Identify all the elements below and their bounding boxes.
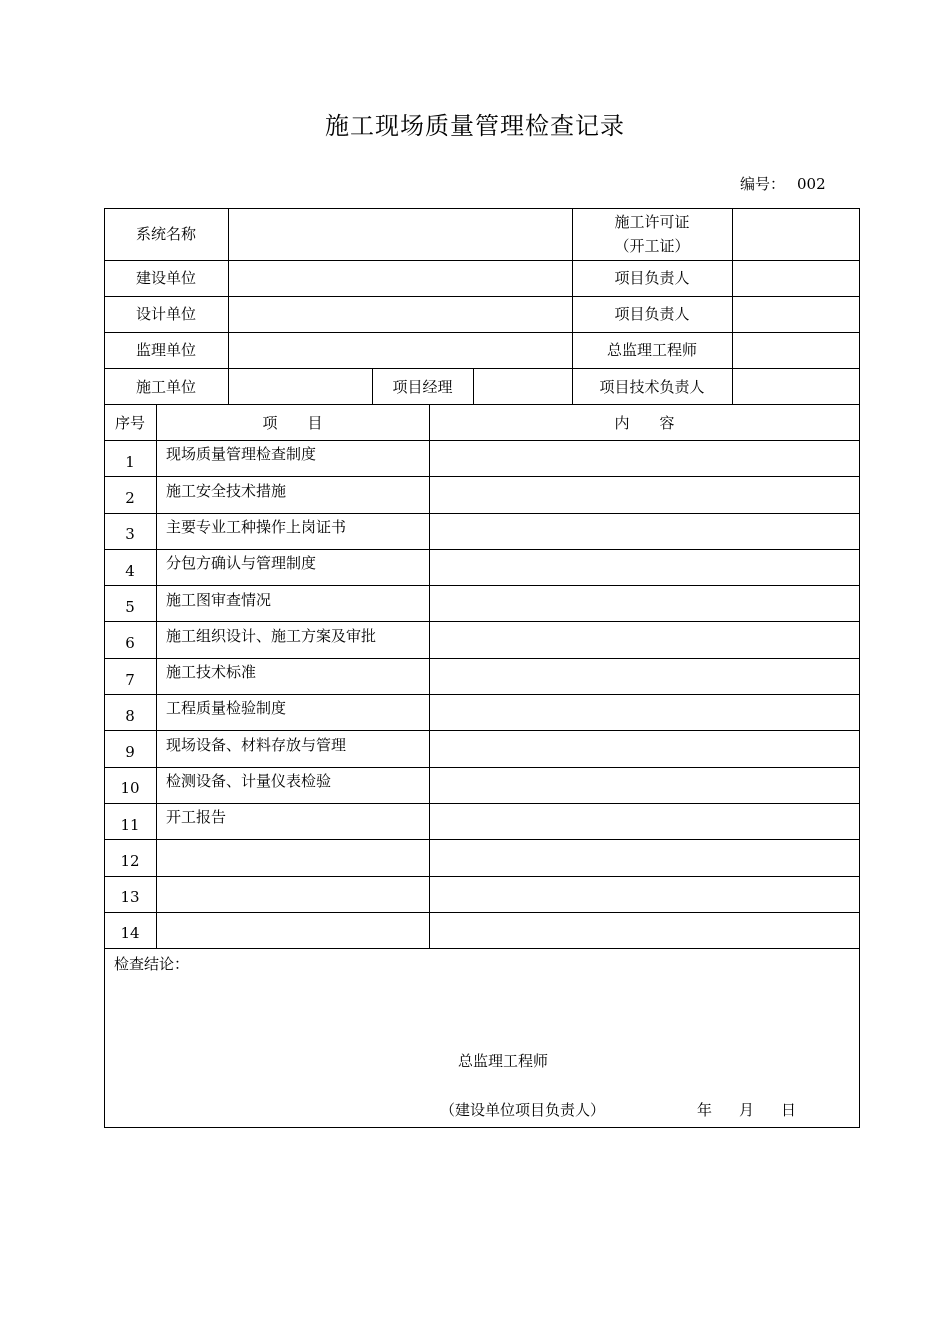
table-rule [228,208,229,404]
date-month-label: 月 [739,1101,755,1119]
table-rule [104,730,860,731]
chief-supervisor-signature-label: 总监理工程师 [458,1052,549,1070]
row-number: 13 [120,888,140,906]
table-rule [104,912,860,913]
table-rule [104,549,860,550]
item-name: 分包方确认与管理制度 [166,554,317,572]
supervision-unit-label: 监理单位 [135,341,196,359]
system-name-label: 系统名称 [135,225,196,243]
table-rule [104,332,860,333]
project-manager-label: 项目经理 [392,378,453,396]
table-rule [104,296,860,297]
table-rule [104,839,860,840]
table-rule [104,803,860,804]
table-rule [104,368,860,369]
table-rule [104,948,860,949]
item-name: 施工图审查情况 [166,591,272,609]
item-name: 开工报告 [166,808,227,826]
date-year-label: 年 [697,1101,713,1119]
item-column-header: 项 目 [262,414,323,432]
permit-label: 施工许可证 [614,213,690,231]
table-rule [104,476,860,477]
project-leader-label: 项目负责人 [614,269,690,287]
row-number: 12 [120,852,140,870]
table-rule [429,404,430,948]
project-leader-label: 项目负责人 [614,305,690,323]
table-rule [104,621,860,622]
item-name: 施工技术标准 [166,663,257,681]
construction-unit-label: 施工单位 [135,378,196,396]
row-number: 8 [125,707,135,725]
tech-leader-label: 项目技术负责人 [599,378,705,396]
row-number: 14 [120,924,140,942]
table-rule [104,658,860,659]
design-unit-label: 设计单位 [135,305,196,323]
date-day-label: 日 [781,1101,797,1119]
table-rule [104,440,860,441]
item-name: 工程质量检验制度 [166,699,287,717]
table-rule [104,876,860,877]
document-number [740,174,826,194]
row-number: 11 [120,816,140,834]
row-number: 4 [125,562,135,580]
table-rule [732,208,733,404]
row-number: 7 [125,671,135,689]
table-rule [104,767,860,768]
build-unit-label: 建设单位 [135,269,196,287]
row-number: 1 [125,453,135,471]
row-number: 9 [125,743,135,761]
seq-column-header: 序号 [114,414,145,432]
item-name: 施工安全技术措施 [166,482,287,500]
item-name: 现场质量管理检查制度 [166,445,317,463]
row-number: 3 [125,525,135,543]
item-name: 主要专业工种操作上岗证书 [166,518,347,536]
page-title: 施工现场质量管理检查记录 [325,112,625,140]
row-number: 10 [120,779,140,797]
document-number-value: 002 [797,175,826,193]
table-rule [156,404,157,948]
item-name: 现场设备、材料存放与管理 [166,736,347,754]
row-number: 6 [125,634,135,652]
row-number: 5 [125,598,135,616]
row-number: 2 [125,489,135,507]
build-unit-leader-signature-label: （建设单位项目负责人） [440,1101,606,1119]
table-rule [473,368,474,404]
chief-supervisor-label: 总监理工程师 [606,341,697,359]
table-rule [104,260,860,261]
conclusion-label: 检查结论： [114,955,190,973]
document-number-label: 编号： [740,175,786,193]
content-column-header: 内 容 [614,414,675,432]
table-rule [104,404,860,405]
table-rule [104,513,860,514]
permit-sub-label: （开工证） [614,237,690,255]
item-name: 检测设备、计量仪表检验 [166,772,332,790]
item-name: 施工组织设计、施工方案及审批 [166,627,377,645]
table-rule [104,694,860,695]
table-rule [104,585,860,586]
